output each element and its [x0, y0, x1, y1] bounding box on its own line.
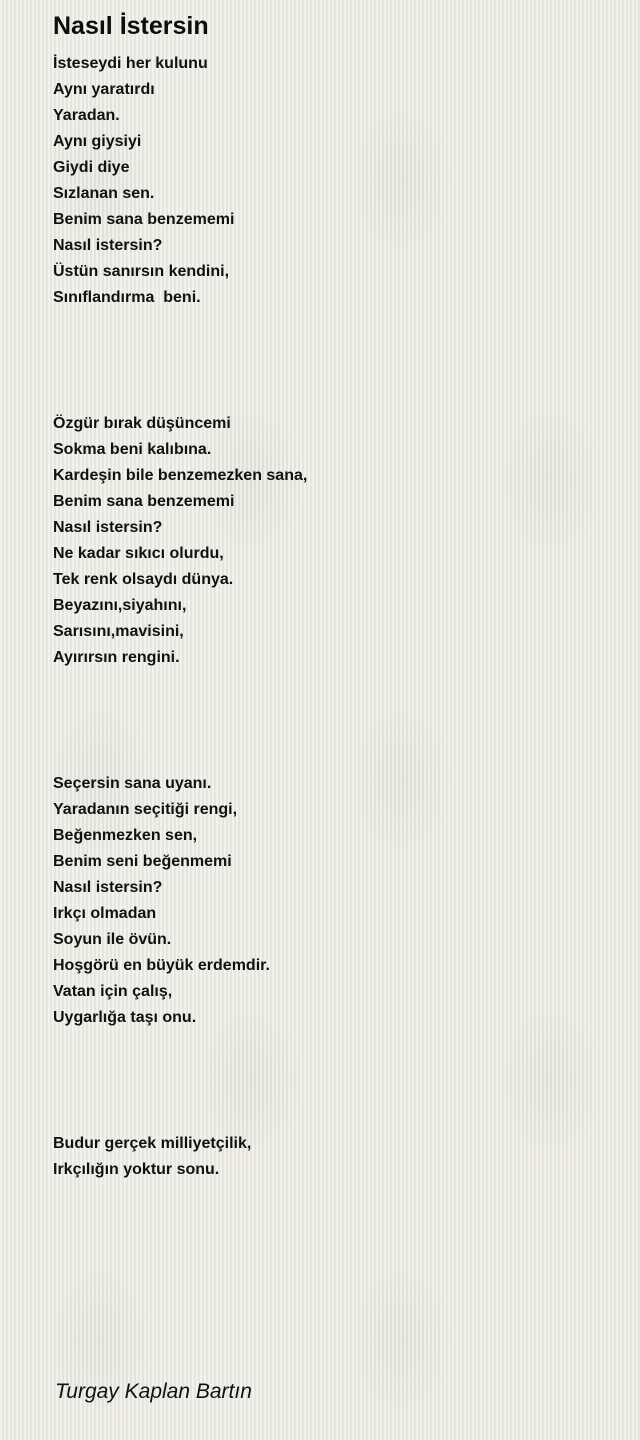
poem-line: Ne kadar sıkıcı olurdu,: [53, 545, 224, 562]
poem-line: Yaradanın seçitiği rengi,: [53, 801, 238, 818]
poem-line: İsteseydi her kulunu: [53, 55, 208, 72]
poem-line: Giydi diye: [53, 159, 130, 176]
poem-line: Benim seni beğenmemi: [53, 853, 232, 870]
poem-line: Sarısını,mavisini,: [53, 623, 184, 640]
poem-line: Kardeşin bile benzemezken sana,: [53, 467, 308, 484]
poem-line: Tek renk olsaydı dünya.: [53, 571, 234, 588]
poem-author: Turgay Kaplan Bartın: [55, 1380, 252, 1403]
poem-line: Aynı giysiyi: [53, 133, 142, 150]
poem-line: Aynı yaratırdı: [53, 81, 155, 98]
poem-line: Nasıl istersin?: [53, 237, 163, 254]
poem-line: Nasıl istersin?: [53, 519, 163, 536]
poem-line: Budur gerçek milliyetçilik,: [53, 1135, 252, 1152]
poem-line: Ayırırsın rengini.: [53, 649, 180, 666]
poem-line: Beğenmezken sen,: [53, 827, 198, 844]
poem-line: Seçersin sana uyanı.: [53, 775, 212, 792]
poem-line: Sızlanan sen.: [53, 185, 155, 202]
stanza-4: [53, 1131, 251, 1183]
stanza-2: [53, 411, 307, 671]
poem-line: Nasıl istersin?: [53, 879, 163, 896]
poem-line: Yaradan.: [53, 107, 120, 124]
poem-line: Benim sana benzememi: [53, 493, 235, 510]
poem-line: Benim sana benzememi: [53, 211, 235, 228]
poem-line: Soyun ile övün.: [53, 931, 172, 948]
poem-line: Üstün sanırsın kendini,: [53, 263, 230, 280]
poem-line: Irkçı olmadan: [53, 905, 157, 922]
poem-line: Beyazını,siyahını,: [53, 597, 187, 614]
poem-line: Sokma beni kalıbına.: [53, 441, 212, 458]
poem-line: Irkçılığın yoktur sonu.: [53, 1161, 220, 1178]
poem-title: Nasıl İstersin: [53, 12, 209, 40]
stanza-3: [53, 771, 270, 1031]
poem-line: Vatan için çalış,: [53, 983, 173, 1000]
poem-line: Hoşgörü en büyük erdemdir.: [53, 957, 270, 974]
stanza-1: [53, 51, 234, 311]
poem-line: Sınıflandırma beni.: [53, 289, 201, 306]
poem-line: Özgür bırak düşüncemi: [53, 415, 231, 432]
poem-line: Uygarlığa taşı onu.: [53, 1009, 197, 1026]
